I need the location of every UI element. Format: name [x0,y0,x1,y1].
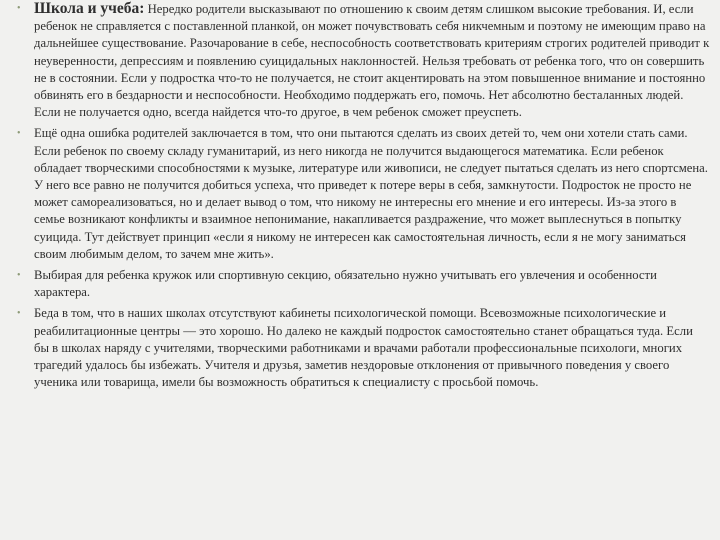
bullet-heading: Школа и учеба: [34,0,145,17]
bullet-text: Выбирая для ребенка кружок или спортивную секцию, обязательно нужно учитывать его увлечения и особенности характера. [34,268,657,300]
bullet-item-parent-mistake [12,125,710,263]
bullet-icon: • [17,3,21,14]
bullet-text: Ещё одна ошибка родителей заключается в том, что они пытаются сделать из своих детей то, чем они хотели стать сами. Если ребенок по своему складу гуманитарий, из него никогда не получится выдающегося математика. Если ребенок обладает творческими способностями к музыке, литературе или живописи, не следует пытаться сделать из него спортсмена. У него все равно не получится добиться успеха, что приведет к потере веры в себя, замкнутости. Подросток не просто не может самореализоваться, но и делает вывод о том, что никому не интересны его мнение и его интересы. Из-за этого в семье возникают конфликты и взаимное непонимание, накапливается раздражение, что может выплеснуться в попытку суицида. Тут действует принцип «если я никому не интересен как самостоятельная личность, если я не могу заниматься своим любимым делом, то зачем мне жить». [34,126,708,261]
bullet-item-school-psychologists [12,305,710,391]
bullet-icon: • [17,128,21,140]
bullet-text: Нередко родители высказывают по отношению к своим детям слишком высокие требования. И, если ребенок не справляется с поставленной планкой, он может почувствовать себя никчемным и поэтому не имеющим право на дальнейшее существование. Разочарование в себе, неспособность соответствовать критериям строгих родителей приводит к неуверенности, депрессиям и появлению суицидальных наклонностей. Нельзя требовать от ребенка того, что он совершить не в состоянии. Если у подростка что-то не получается, не стоит акцентировать на этом повышенное внимание и постоянно обвинять его в бездарности и неспособности. Необходимо поддержать его, помочь. Нет абсолютно бесталанных людей. Если не получается одно, всегда найдется что-то другое, в чем ребенок сможет преуспеть. [34,2,710,120]
bullet-list [12,0,710,395]
bullet-icon: • [17,270,21,282]
bullet-item-school [12,0,710,121]
bullet-item-choosing-activity [12,267,710,301]
bullet-text: Беда в том, что в наших школах отсутствуют кабинеты психологической помощи. Всевозможные психологические и реабилитационные центры — это хорошо. Но далеко не каждый подросток самостоятельно станет обращаться туда. Если бы в школах наряду с учителями, творческими работниками и врачами работали профессиональные психологи, многих трагедий удалось бы избежать. Учителя и друзья, заметив нездоровые отклонения от привычного поведения у своего ученика или товарища, имели бы возможность обратиться к специалисту с просьбой помочь. [34,306,693,390]
bullet-icon: • [17,308,21,320]
